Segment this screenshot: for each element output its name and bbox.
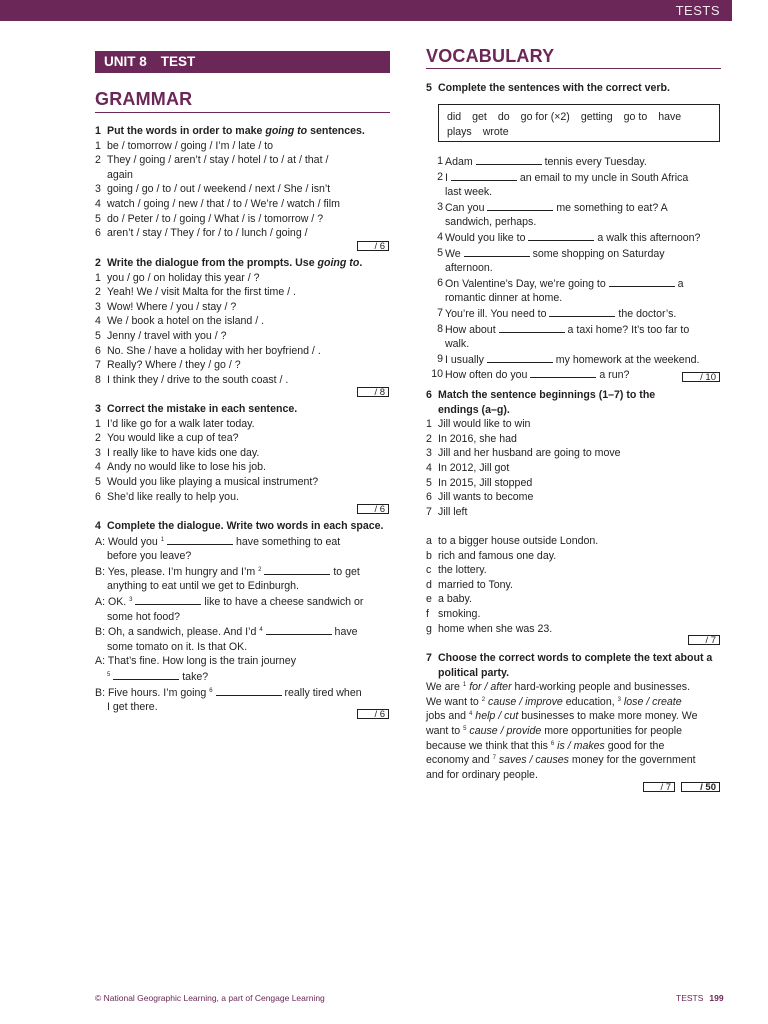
list-item: 4 watch / going / new / that / to / We’re / watch / film — [95, 197, 340, 210]
text-line: We are $^1$ for / after hard-working people and businesses. — [426, 681, 691, 694]
answer-blank[interactable] — [530, 367, 596, 378]
text-line: We want to $^2$ cause / improve education, $^3$ lose / create — [426, 695, 682, 708]
list-item: 2 Yeah! We / visit Malta for the first time / . — [95, 286, 296, 299]
exercise-7: 7 Choose the correct words to complete the text about a political party. We are $^1$ for / after hard-working people and businesses. We want to $^2$ cause / improve education, $^3$ lose / create jobs and $^4$ help / cut businesses to make more money. We want to $^5$ cause / provide more opportunities for people because we think that this $^6$ is / makes good for the economy and $^7$ saves / causes money for the government and for ordinary people. — [426, 651, 726, 782]
word-choice[interactable]: help / cut — [475, 710, 519, 723]
answer-blank[interactable] — [499, 322, 565, 333]
answer-blank[interactable] — [464, 246, 530, 257]
answer-blank[interactable] — [476, 154, 542, 165]
list-item: 6 She’d like really to help you. — [95, 490, 239, 503]
list-item: 3 Jill and her husband are going to move — [426, 447, 621, 460]
dialogue-line: some hot food? — [107, 610, 181, 623]
exercise-3-instruction: 3 Correct the mistake in each sentence. — [95, 403, 298, 415]
list-item: 5 Would you like playing a musical instrument? — [95, 475, 319, 488]
list-item: 1 be / tomorrow / going / I’m / late / to — [95, 139, 274, 152]
list-item: 2 They / going / aren’t / stay / hotel / to / at / that / — [95, 154, 329, 167]
text-line: because we think that this $^6$ is / makes good for the — [426, 739, 665, 752]
text-line: jobs and $^4$ help / cut businesses to make more money. We — [426, 710, 698, 723]
copyright-footer: © National Geographic Learning, a part of Cengage Learning — [95, 993, 325, 1003]
word-choice[interactable]: cause / provide — [469, 724, 542, 737]
unit-label: UNIT 8 — [104, 54, 147, 69]
list-item: 7 Really? Where / they / go / ? — [95, 359, 241, 372]
word-choice[interactable]: saves / causes — [498, 754, 569, 767]
answer-blank[interactable] — [609, 276, 675, 287]
answer-blank[interactable] — [549, 306, 615, 317]
answer-blank[interactable] — [216, 685, 282, 696]
exercise-4-instruction: 4 Complete the dialogue. Write two words in each space. — [95, 520, 384, 532]
answer-blank[interactable] — [266, 624, 332, 635]
list-item: 2 You would like a cup of tea? — [95, 432, 239, 445]
list-item: 3 going / go / to / out / weekend / next / She / isn’t — [95, 183, 331, 196]
list-item: 4 Would you like to a walk this afternoon? — [437, 230, 701, 244]
dialogue-line: $^5$ take? — [107, 670, 209, 683]
exercise-6-score: / 7 — [688, 635, 720, 645]
list-item: 6 No. She / have a holiday with her boyfriend / . — [95, 344, 321, 357]
exercise-5-instruction: 5 Complete the sentences with the correct verb. — [426, 82, 670, 94]
list-item: 10 How often do you a run? — [431, 368, 630, 382]
exercise-1-score: / 6 — [357, 241, 389, 251]
grammar-heading: GRAMMAR — [95, 89, 193, 109]
grammar-rule — [95, 112, 390, 113]
total-score: / 50 — [681, 782, 720, 792]
page-number: 199 — [709, 993, 724, 1003]
answer-blank[interactable] — [113, 669, 179, 680]
list-item: 7 You’re ill. You need to the doctor’s. — [437, 306, 677, 320]
dialogue-line: before you leave? — [107, 550, 192, 563]
list-item: 5 do / Peter / to / going / What / is / tomorrow / ? — [95, 212, 324, 225]
list-item: 6 Jill wants to become — [426, 491, 534, 504]
list-item: 3 I really like to have kids one day. — [95, 446, 260, 459]
word-choice[interactable]: cause / improve — [488, 695, 563, 708]
list-item: b rich and famous one day. — [426, 549, 557, 562]
exercise-1 — [95, 124, 390, 241]
footer-label: TESTS — [676, 993, 704, 1003]
word-option: wrote — [482, 125, 509, 138]
exercise-1-instruction: 1 Put the words in order to make going to sentences. — [95, 125, 365, 137]
exercise-4-score: / 6 — [357, 709, 389, 719]
dialogue-line: I get there. — [107, 701, 158, 714]
list-item: 1 Jill would like to win — [426, 418, 531, 431]
page-footer — [676, 993, 724, 1003]
list-item: g home when she was 23. — [426, 622, 553, 635]
list-item: 4 Andy no would like to lose his job. — [95, 461, 266, 474]
exercise-7-score: / 7 — [643, 782, 675, 792]
list-item: 4 In 2012, Jill got — [426, 461, 510, 474]
unit-test-label: TEST — [160, 54, 196, 69]
text-line: and for ordinary people. — [426, 768, 538, 781]
text-line: want to $^5$ cause / provide more opportunities for people — [426, 724, 683, 737]
list-item: 5 In 2015, Jill stopped — [426, 476, 533, 489]
list-item: 1 you / go / on holiday this year / ? — [95, 271, 260, 284]
list-item: 6 On Valentine’s Day, we’re going to a — [437, 276, 684, 290]
word-option: go to — [623, 111, 648, 123]
header-tag: TESTS — [675, 3, 720, 18]
text-line: economy and $^7$ saves / causes money for the government — [426, 754, 696, 767]
answer-blank[interactable] — [487, 352, 553, 363]
dialogue-line: A: That’s fine. How long is the train journey — [95, 655, 296, 668]
answer-blank[interactable] — [451, 170, 517, 181]
list-item: 4 We / book a hotel on the island / . — [95, 315, 265, 328]
list-item: f smoking. — [426, 607, 481, 620]
answer-blank[interactable] — [528, 230, 594, 241]
answer-blank[interactable] — [167, 534, 233, 545]
dialogue-line: B: Yes, please. I’m hungry and I’m $^2$ to get — [95, 565, 360, 578]
word-option: plays — [447, 125, 472, 138]
word-choice[interactable]: for / after — [469, 681, 512, 694]
word-choice[interactable]: is / makes — [557, 739, 605, 752]
dialogue-line: A: Would you $^1$ have something to eat — [95, 535, 341, 548]
exercise-3 — [95, 402, 390, 504]
unit-banner — [95, 51, 390, 73]
exercise-6-instruction: 6 Match the sentence beginnings (1–7) to the — [426, 389, 656, 401]
dialogue-line: B: Oh, a sandwich, please. And I’d $^4$ have — [95, 626, 358, 639]
word-option: getting — [580, 111, 613, 123]
list-item: 3 Wow! Where / you / stay / ? — [95, 300, 237, 313]
dialogue-line: A: OK. $^3$ like to have a cheese sandwich or — [95, 595, 364, 608]
list-item: c the lottery. — [426, 564, 487, 577]
dialogue-line: anything to eat until we get to Edinburgh. — [107, 580, 299, 593]
list-item: a to a bigger house outside London. — [426, 534, 599, 547]
exercise-6: 6 Match the sentence beginnings (1–7) to the endings (a–g). 1 Jill would like to win 2 In 2016, she had 3 Jill and her husband are going to move 4 In 2012, Jill got 5 In 2015, Jill stopped 6 Jill wants to become 7 Jill left a to a bigger house outside London. b rich and famous one day. c the lottery. d married to Tony. e a baby. f smoking. g home when she was 23. — [426, 388, 721, 636]
word-choice[interactable]: lose / create — [623, 695, 682, 708]
word-option: do — [497, 111, 510, 123]
list-item: 6 aren’t / stay / They / for / to / lunch / going / — [95, 227, 308, 240]
word-option: go for (×2) — [520, 111, 570, 123]
list-item: 1 I’d like go for a walk later today. — [95, 417, 255, 430]
exercise-2-instruction: 2 Write the dialogue from the prompts. Use going to. — [95, 257, 363, 269]
list-item: 7 Jill left — [426, 505, 468, 518]
dialogue-line: some tomato on it. Is that OK. — [107, 640, 248, 653]
top-bar — [0, 0, 732, 21]
dialogue-line: B: Five hours. I’m going $^6$ really tired when — [95, 686, 362, 699]
list-item: 1 Adam tennis every Tuesday. — [437, 155, 647, 168]
list-item: 9 I usually my homework at the weekend. — [437, 352, 700, 366]
answer-blank[interactable] — [264, 564, 330, 575]
exercise-3-score: / 6 — [357, 504, 389, 514]
vocabulary-heading: VOCABULARY — [426, 46, 555, 66]
answer-blank[interactable] — [135, 594, 201, 605]
list-item: 8 How about a taxi home? It’s too far to — [437, 322, 690, 336]
word-option: have — [658, 111, 682, 123]
exercise-2-score: / 8 — [357, 387, 389, 397]
vocabulary-rule — [426, 68, 721, 69]
exercise-4 — [95, 519, 390, 715]
list-item: again — [107, 168, 133, 181]
list-item: d married to Tony. — [426, 578, 513, 591]
exercise-5: 1 Adam tennis every Tuesday. 2 I an email to my uncle in South Africa last week. 3 Can you me something to eat? A sandwich, perhaps. 4 Would you like to a walk this afternoon? 5 We some shopping on Saturday afternoon. 6 On Valentine’s Day, we’re going to a romantic dinner at home. 7 You’re ill. You need to the doctor’s. 8 How about a taxi home? It’s too far to walk. 9 I usually my homework at the weekend. 10 How often do you a run? — [426, 154, 726, 383]
word-option: get — [472, 111, 487, 123]
word-box — [438, 104, 720, 142]
list-item: 3 Can you me something to eat? A — [437, 200, 668, 214]
answer-blank[interactable] — [487, 200, 553, 211]
list-item: 2 In 2016, she had — [426, 432, 517, 445]
list-item: 2 I an email to my uncle in South Africa — [437, 170, 689, 184]
list-item: e a baby. — [426, 593, 472, 606]
list-item: 8 I think they / drive to the south coast / . — [95, 373, 289, 386]
exercise-2 — [95, 256, 390, 387]
list-item: 5 Jenny / travel with you / ? — [95, 329, 227, 342]
list-item: 5 We some shopping on Saturday — [437, 246, 665, 260]
word-option: did — [447, 111, 462, 123]
exercise-7-instruction: 7 Choose the correct words to complete the text about a — [426, 652, 713, 664]
exercise-5-score: / 10 — [682, 372, 720, 382]
